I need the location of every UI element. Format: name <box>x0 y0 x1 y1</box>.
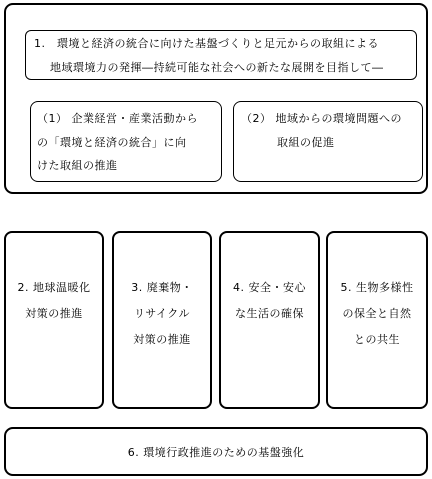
category-box-5-text <box>328 275 426 353</box>
category-box-5-line-3: との共生 <box>354 333 400 346</box>
category-box-3-line-1: 3. 廃棄物・ <box>131 281 193 294</box>
category-box-2-line-2: 対策の推進 <box>25 307 83 320</box>
category-box-4-text <box>221 275 318 327</box>
sub-box-2-line-2: 取組の促進 <box>277 135 335 149</box>
category-box-5-line-1: 5. 生物多様性 <box>340 281 414 294</box>
category-box-3 <box>112 231 212 409</box>
sub-box-1-line-1: （1） 企業経営・産業活動から <box>37 112 198 125</box>
category-box-5-line-2: の保全と自然 <box>342 307 412 320</box>
bottom-box-label: 6. 環境行政推進のための基盤強化 <box>127 446 305 459</box>
category-box-2 <box>4 231 104 409</box>
sub-box-1-line-2: の「環境と経済の統合」に向 <box>37 135 187 149</box>
title-line-2: 地域環境力の発揮―持続可能な社会への新たな展開を目指して― <box>50 61 384 74</box>
category-box-4-line-1: 4. 安全・安心 <box>233 281 306 294</box>
category-box-4-line-2: な生活の確保 <box>235 307 304 320</box>
sub-box-2-text <box>241 107 402 154</box>
category-box-2-text <box>6 275 102 327</box>
category-box-4 <box>219 231 320 409</box>
sub-box-2 <box>233 101 423 182</box>
category-box-3-line-2: リサイクル <box>134 307 190 320</box>
title-box <box>25 30 417 80</box>
sub-box-2-line-1: （2） 地域からの環境問題への <box>241 112 402 125</box>
category-box-2-line-1: 2. 地球温暖化 <box>17 281 91 294</box>
sub-box-1-line-3: けた取組の推進 <box>37 159 118 172</box>
category-box-3-line-3: 対策の推進 <box>133 333 191 346</box>
sub-box-1 <box>30 101 222 182</box>
bottom-box <box>4 427 428 476</box>
outer-frame <box>4 3 428 194</box>
category-box-3-text <box>114 275 210 353</box>
title-line-1: 1. 環境と経済の統合に向けた基盤づくりと足元からの取組による <box>34 37 379 50</box>
sub-box-1-text <box>37 107 198 178</box>
category-box-5 <box>326 231 428 409</box>
